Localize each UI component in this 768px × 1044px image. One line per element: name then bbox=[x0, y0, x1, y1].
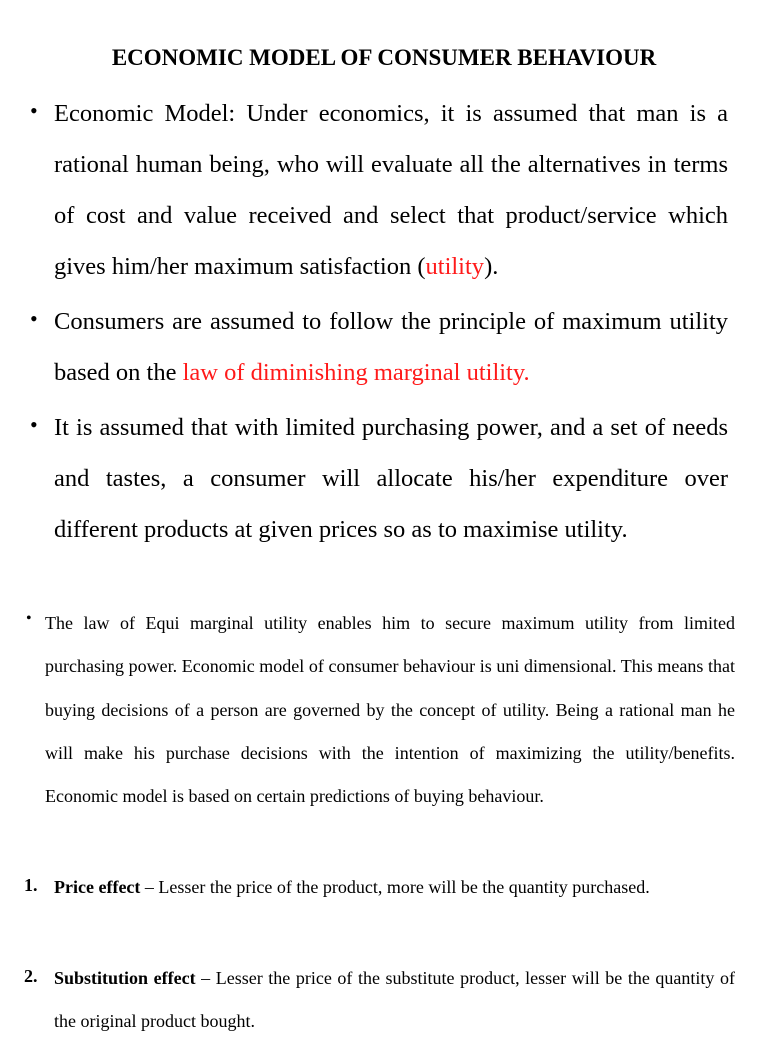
page-title: ECONOMIC MODEL OF CONSUMER BEHAVIOUR bbox=[111, 45, 657, 70]
list-item-price-effect bbox=[54, 866, 735, 909]
highlight-utility: utility bbox=[425, 253, 485, 280]
bullet-text: Economic Model: Under economics, it is assumed that man is a rational human being, who will evaluate all the alternatives in terms of cost and value received and select that product/service which gives him/her maximum satisfaction ( bbox=[54, 100, 728, 280]
bullet-marker: • bbox=[30, 306, 38, 331]
bullet-marker: • bbox=[30, 412, 38, 437]
bullet-limited-purchasing: It is assumed that with limited purchasing power, and a set of needs and tastes, a consumer will allocate his/her expenditure over different products at given prices so as to maximise utility. bbox=[54, 414, 728, 543]
bullet-economic-model bbox=[54, 88, 728, 292]
list-item-text: – Lesser the price of the product, more will be the quantity purchased. bbox=[140, 877, 650, 897]
bullet-text: Consumers are assumed to follow the principle of maximum utility based on the bbox=[54, 308, 728, 386]
paragraph-equi-marginal: The law of Equi marginal utility enables him to secure maximum utility from limited purchasing power. Economic model of consumer behaviour is uni dimensional. This means that buying decisions of a person are governed by the concept of utility. Being a rational man he will make his purchase decisions with the intention of maximizing the utility/benefits. Economic model is based on certain predictions of buying behaviour. bbox=[45, 613, 735, 807]
bullet-marker: • bbox=[26, 610, 32, 627]
term-price-effect: Price effect bbox=[54, 877, 141, 897]
bullet-text-end: ). bbox=[484, 253, 499, 280]
term-substitution-effect: Substitution effect bbox=[54, 968, 196, 988]
list-item-substitution-effect bbox=[54, 957, 735, 1044]
list-number: 2. bbox=[24, 966, 38, 986]
bullet-marker: • bbox=[30, 98, 38, 123]
highlight-law-diminishing: law of diminishing marginal utility. bbox=[182, 359, 530, 386]
bullet-maximum-utility bbox=[54, 296, 728, 398]
list-number: 1. bbox=[24, 875, 38, 895]
list-item-text: – Lesser the price of the substitute product, lesser will be the quantity of the original product bought. bbox=[54, 968, 735, 1032]
